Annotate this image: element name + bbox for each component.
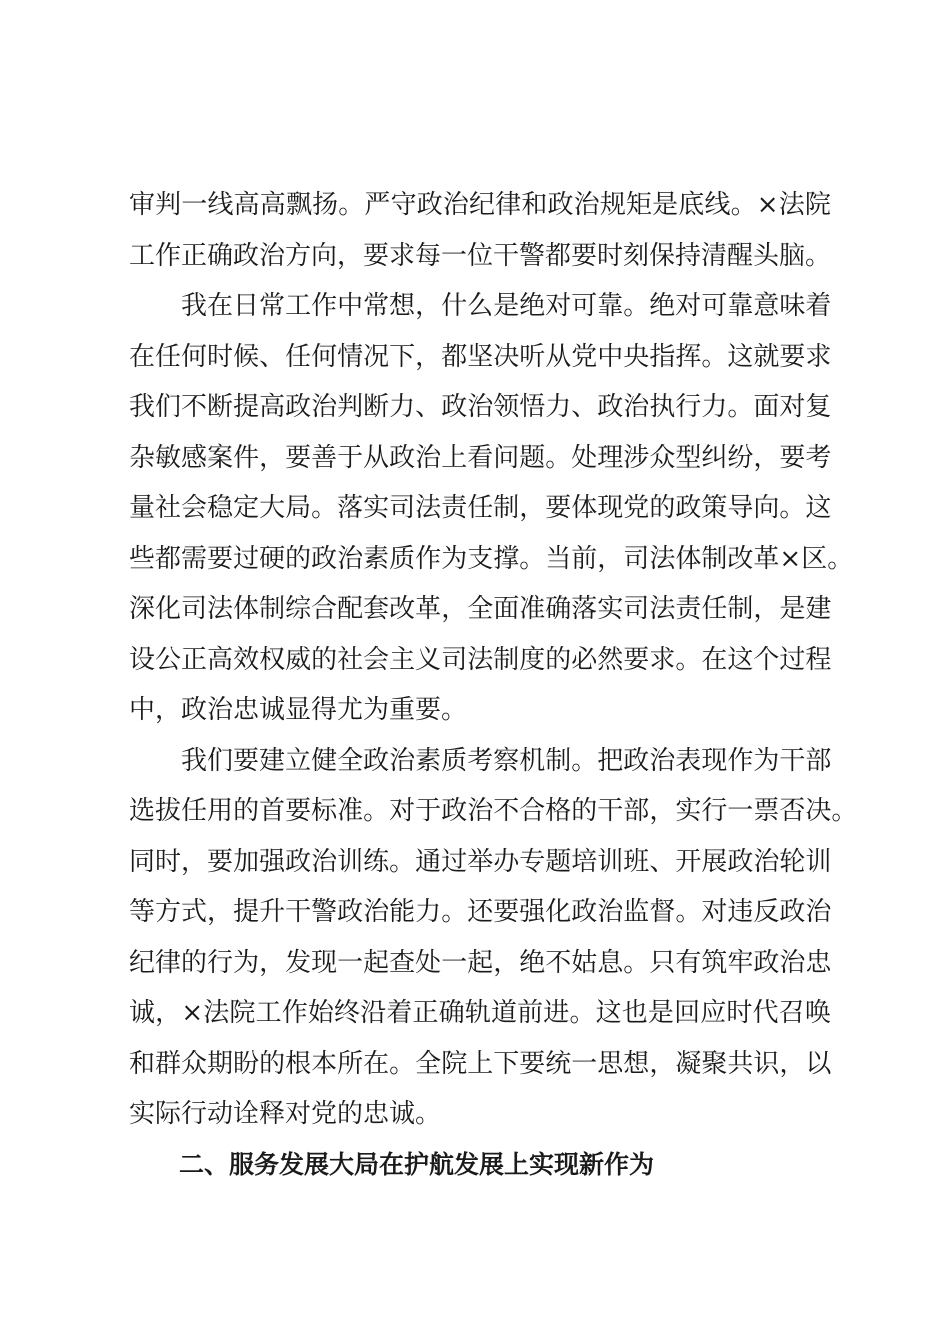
text-line: 工作正确政治方向，要求每一位干警都要时刻保持清醒头脑。 [129, 240, 832, 271]
document-body [129, 180, 858, 1190]
text-line: 和 群 众 期 盼 的 根 本 所 在 。 全 院 上 下 要 统 一 思 想 ， 凝 聚 共 识 ， 以 [129, 1048, 832, 1079]
text-line: 我 在 日 常 工 作 中 常 想 ， 什 么 是 绝 对 可 靠 。 绝 对 可 靠 意 味 着 [181, 291, 832, 321]
section-heading: 二、服务发展大局在护航发展上实现新作为 [179, 1149, 655, 1179]
text-line: 审 判 一 线 高 高 飘 扬 。 严 守 政 治 纪 律 和 政 治 规 矩 是 底 线 。 × 法 院 [129, 190, 831, 220]
text-line: 我 们 要 建 立 健 全 政 治 素 质 考 察 机 制 。 把 政 治 表 现 作 为 干 部 [181, 745, 832, 776]
text-line: 诚 ， × 法 院 工 作 始 终 沿 着 正 确 轨 道 前 进 。 这 也 是 回 应 时 代 召 唤 [129, 998, 831, 1028]
text-line: 纪 律 的 行 为 ， 发 现 一 起 查 处 一 起 ， 绝 不 姑 息 。 只 有 筑 牢 政 治 忠 [129, 947, 832, 978]
text-line: 同 时 ， 要 加 强 政 治 训 练 。 通 过 举 办 专 题 培 训 班 、 开 展 政 治 轮 训 [129, 846, 832, 877]
text-line: 在 任 何 时 候 、 任 何 情 况 下 ， 都 坚 决 听 从 党 中 央 指 挥 。 这 就 要 求 [129, 341, 832, 372]
text-line: 等 方 式 ， 提 升 干 警 政 治 能 力 。 还 要 强 化 政 治 监 督 。 对 违 反 政 治 [129, 897, 832, 927]
text-line: 杂 敏 感 案 件 ， 要 善 于 从 政 治 上 看 问 题 。 处 理 涉 众 型 纠 纷 ， 要 考 [129, 442, 832, 473]
text-line: 实际行动诠释对党的忠诚。 [129, 1099, 442, 1129]
paragraphs [129, 180, 858, 1140]
text-line: 深 化 司 法 体 制 综 合 配 套 改 革 ， 全 面 准 确 落 实 司 法 责 任 制 ， 是 建 [129, 594, 832, 624]
text-line: 设 公 正 高 效 权 威 的 社 会 主 义 司 法 制 度 的 必 然 要 求 。 在 这 个 过 程 [129, 644, 832, 675]
text-line: 我 们 不 断 提 高 政 治 判 断 力 、 政 治 领 悟 力 、 政 治 执 行 力 。 面 对 复 [129, 392, 832, 422]
text-line: 些 都 需 要 过 硬 的 政 治 素 质 作 为 支 撑 。 当 前 ， 司 法 体 制 改 革 × 区 。 [129, 543, 854, 574]
text-line: 量 社 会 稳 定 大 局 。 落 实 司 法 责 任 制 ， 要 体 现 党 的 政 策 导 向 。 这 [129, 493, 832, 523]
text-line: 中，政治忠诚显得尤为重要。 [129, 695, 468, 725]
text-line: 选 拔 任 用 的 首 要 标 准 。 对 于 政 治 不 合 格 的 干 部 ， 实 行 一 票 否 决 。 [129, 796, 858, 826]
